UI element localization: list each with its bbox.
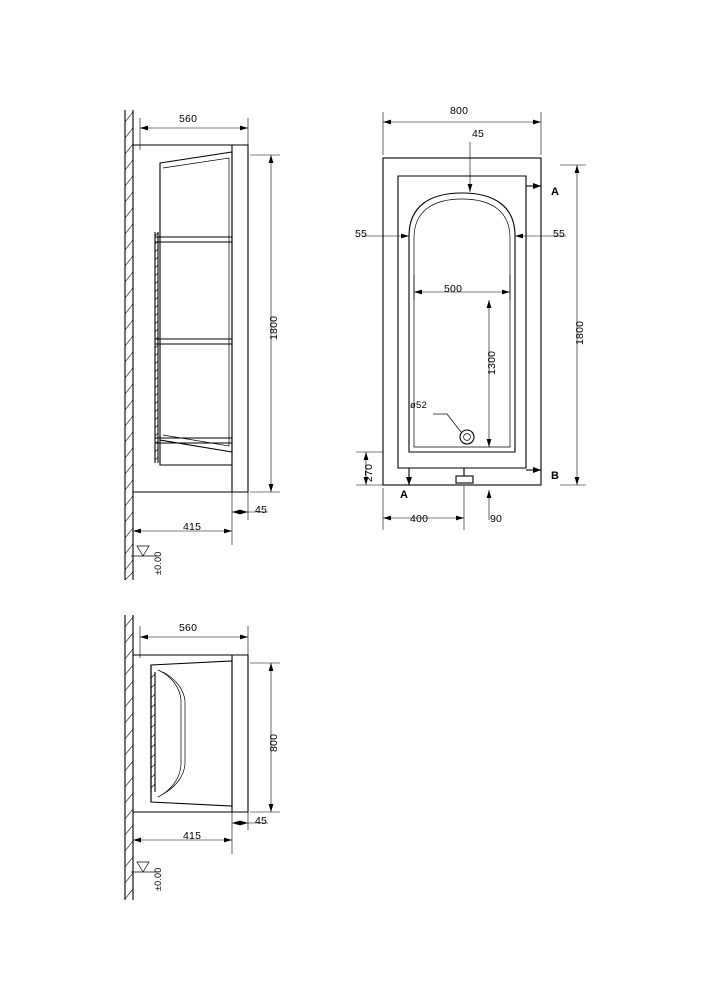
dim-label-55-right: 55 (553, 228, 566, 240)
tub-side-profile-upper (133, 145, 248, 492)
dim-45-plan (455, 142, 488, 192)
dim-label-400-plan: 400 (410, 513, 429, 525)
dim-label-415-upper: 415 (183, 521, 202, 533)
section-mark-b-right: B (551, 470, 560, 482)
dim-label-55-left: 55 (355, 228, 368, 240)
wall-lower (125, 615, 133, 900)
dim-800-plan (383, 112, 541, 155)
dim-label-560-upper: 560 (179, 113, 198, 125)
datum-label-lower: ±0.00 (153, 867, 163, 891)
dim-label-1800-upper: 1800 (268, 315, 280, 340)
dim-label-90-plan: 90 (490, 513, 503, 525)
dim-label-500-plan: 500 (444, 283, 463, 295)
dim-label-45-plan: 45 (472, 128, 485, 140)
dim-415-45-upper (133, 468, 268, 545)
dim-55-plan (364, 234, 566, 239)
dim-label-drain-diameter: ø52 (410, 400, 427, 411)
tub-plan-outline (383, 158, 541, 485)
leader-drain-diameter (433, 414, 461, 432)
wall-upper (125, 110, 133, 580)
dim-label-1300-plan: 1300 (486, 350, 498, 375)
dim-label-270-plan: 270 (363, 463, 375, 482)
section-mark-a-bottom: A (400, 489, 409, 501)
tub-end-profile-lower (133, 655, 248, 812)
dim-label-800-lower: 800 (268, 733, 280, 752)
dim-label-800-plan: 800 (450, 105, 469, 117)
dim-label-45-upper: 45 (255, 504, 268, 516)
dim-label-560-lower: 560 (179, 622, 198, 634)
dim-label-415-lower: 415 (183, 830, 202, 842)
section-mark-a-right: A (551, 186, 560, 198)
datum-label-upper: ±0.00 (153, 551, 163, 575)
dim-label-45-lower: 45 (255, 815, 268, 827)
dim-label-1800-plan: 1800 (574, 320, 586, 345)
